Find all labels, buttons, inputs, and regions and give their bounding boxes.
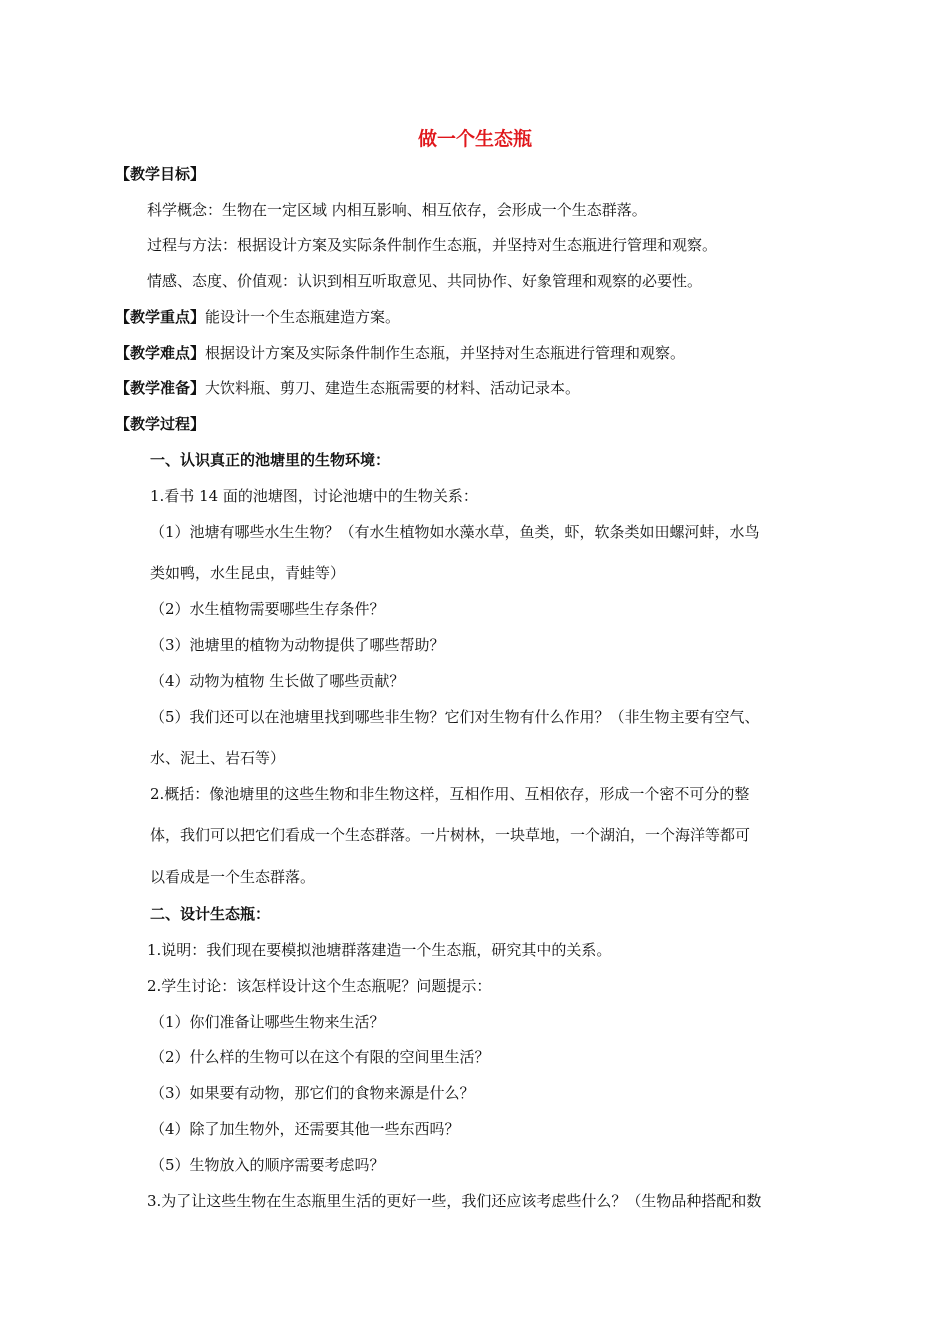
focus-line: [115, 306, 400, 328]
section2-p3: 3.为了让这些生物在生态瓶里生活的更好一些，我们还应该考虑些什么？（生物品种搭配和数: [147, 1192, 762, 1210]
objective-attitude: 情感、态度、价值观：认识到相互听取意见、共同协作、好象管理和观察的必要性。: [147, 272, 703, 290]
difficulty-label: 【教学难点】: [115, 344, 206, 362]
focus-label: 【教学重点】: [115, 308, 206, 326]
section2-p1: 1.说明：我们现在要模拟池塘群落建造一个生态瓶，研究其中的关系。: [147, 941, 612, 959]
section2-p2: 2.学生讨论：该怎样设计这个生态瓶呢？问题提示：: [147, 977, 492, 995]
section2-q5: （5）生物放入的顺序需要考虑吗？: [150, 1156, 385, 1174]
section1-q1a: （1）池塘有哪些水生生物？（有水生植物如水藻水草，鱼类，虾，软条类如田螺河蚌，水鸟: [150, 523, 760, 541]
section2-q4: （4）除了加生物外，还需要其他一些东西吗？: [150, 1120, 460, 1138]
section1-p2a: 2.概括：像池塘里的这些生物和非生物这样，互相作用、互相依存，形成一个密不可分的整: [150, 785, 750, 803]
page-title: 做一个生态瓶: [417, 128, 532, 150]
objectives-heading: 【教学目标】: [115, 165, 206, 183]
section1-p1: 1.看书 14 面的池塘图，讨论池塘中的生物关系：: [150, 487, 478, 505]
section1-p2c: 以看成是一个生态群落。: [150, 868, 316, 886]
difficulty-line: [115, 342, 685, 364]
section1-p2b: 体，我们可以把它们看成一个生态群落。一片树林，一块草地，一个湖泊，一个海洋等都可: [150, 826, 751, 844]
section1-title: 一、认识真正的池塘里的生物环境：: [150, 451, 391, 469]
preparation-text: 大饮料瓶、剪刀、建造生态瓶需要的材料、活动记录本。: [205, 379, 581, 397]
section2-q3: （3）如果要有动物，那它们的食物来源是什么？: [150, 1084, 475, 1102]
objective-process: 过程与方法：根据设计方案及实际条件制作生态瓶，并坚持对生态瓶进行管理和观察。: [147, 236, 718, 254]
section1-q3: （3）池塘里的植物为动物提供了哪些帮助？: [150, 636, 445, 654]
process-heading: 【教学过程】: [115, 415, 206, 433]
section1-q2: （2）水生植物需要哪些生存条件？: [150, 600, 385, 618]
section2-q2: （2）什么样的生物可以在这个有限的空间里生活？: [150, 1048, 490, 1066]
section1-q1b: 类如鸭，水生昆虫，青蛙等）: [150, 564, 346, 582]
section2-title: 二、设计生态瓶：: [150, 905, 271, 923]
section1-q4: （4）动物为植物 生长做了哪些贡献？: [150, 672, 405, 690]
difficulty-text: 根据设计方案及实际条件制作生态瓶，并坚持对生态瓶进行管理和观察。: [205, 344, 686, 362]
preparation-line: [115, 377, 580, 399]
preparation-label: 【教学准备】: [115, 379, 206, 397]
section1-q5a: （5）我们还可以在池塘里找到哪些非生物？它们对生物有什么作用？（非生物主要有空气、: [150, 708, 760, 726]
section2-q1: （1）你们准备让哪些生物来生活？: [150, 1013, 385, 1031]
focus-text: 能设计一个生态瓶建造方案。: [205, 308, 401, 326]
objective-concept: 科学概念：生物在一定区域 内相互影响、相互依存，会形成一个生态群落。: [147, 201, 647, 219]
section1-q5b: 水、泥土、岩石等）: [150, 749, 286, 767]
